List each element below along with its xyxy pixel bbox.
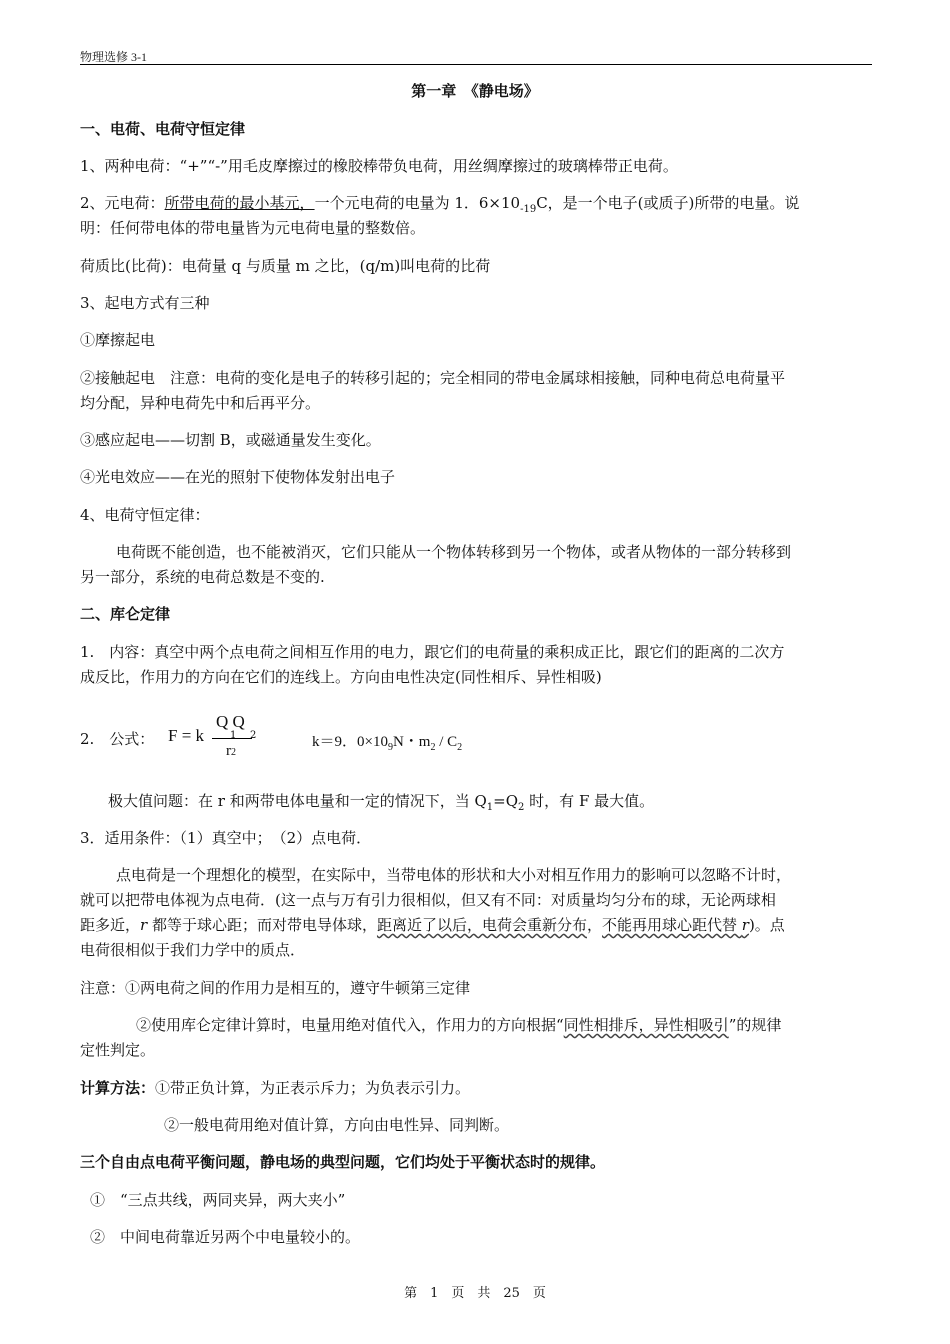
paragraph-cont: 明：任何带电体的带电量皆为元电荷电量的整数倍。 [80, 219, 426, 237]
paragraph: 4、电荷守恒定律： [80, 506, 210, 524]
note: 注意：①两电荷之间的作用力是相互的，遵守牛顿第三定律 [80, 979, 471, 997]
italic-r: r [741, 916, 749, 934]
formula-numerator [216, 712, 245, 732]
k-exponent: 2 [457, 742, 463, 753]
paragraph-cont: 就可以把带电体视为点电荷．(这一点与万有引力很相似，但又有不同：对质量均匀分布的球，无论两球相 [80, 891, 776, 909]
k-exponent: 2 [430, 742, 436, 753]
subscript: 2 [518, 802, 525, 813]
formula-label: 2. 公式： [80, 730, 155, 748]
k-unit: / C [435, 734, 458, 750]
paragraph: 电荷既不能创造，也不能被消灭，它们只能从一个物体转移到另一个物体，或者从物体的一部分转移到 [116, 543, 792, 561]
chapter-title: 第一章 《静电场》 [411, 82, 539, 100]
list-item: ② 中间电荷靠近另两个中电量较小的。 [90, 1228, 361, 1246]
paragraph-cont: 成反比，作用力的方向在它们的连线上。方向由电性决定(同性相斥、异性相吸) [80, 668, 602, 686]
subscript-1: 1 [230, 730, 237, 741]
paragraph: 1. 内容：真空中两个点电荷之间相互作用的电力，跟它们的电荷量的乘积成正比，跟它们的距离的二次方 [80, 643, 785, 661]
text: 一个元电荷的电量为 1．6×10 [314, 194, 521, 212]
text: ②使用库仑定律计算时，电量用绝对值代入，作用力的方向根据“ [136, 1016, 564, 1034]
paragraph: 3．适用条件：（1）真空中； （2）点电荷． [80, 829, 372, 847]
text: ①带正负计算，为正表示斥力；为负表示引力。 [155, 1079, 471, 1097]
list-item: ① “三点共线，两同夹异，两大夹小” [90, 1191, 346, 1209]
wavy-underlined-text: 距离近了以后，电荷会重新分布 [376, 916, 587, 934]
paragraph-cont [80, 914, 872, 936]
list-item: ②接触起电 注意：电荷的变化是电子的转移引起的；完全相同的带电金属球相接触，同种电荷总电荷量平 [80, 369, 786, 387]
denominator-exponent: 2 [231, 747, 236, 758]
underlined-text: 所带电荷的最小基元， [164, 194, 315, 212]
text: 时，有 F 最大值。 [524, 792, 655, 810]
text: 2、元电荷： [80, 194, 165, 212]
k-exponent: 9 [387, 742, 393, 753]
list-item: ③感应起电——切割 B，或磁通量发生变化。 [80, 431, 381, 449]
header-rule [80, 64, 872, 65]
k-unit: N・m [392, 734, 431, 750]
text: )。点 [748, 916, 785, 934]
paragraph-cont: 电荷很相似于我们力学中的质点． [80, 941, 306, 959]
constant-k [312, 730, 462, 753]
text: C，是一个电子(或质子)所带的电量。说 [536, 194, 800, 212]
text: 都等于球心距；而对带电导体球， [147, 916, 377, 934]
formula-lhs: F = k [168, 726, 205, 745]
numerator-text: Q Q [216, 712, 245, 731]
paragraph: 荷质比(比荷)：电荷量 q 与质量 m 之比，(q/m)叫电荷的比荷 [80, 257, 491, 275]
paragraph-cont: 另一部分，系统的电荷总数是不变的. [80, 568, 325, 586]
calc-method: ②一般电荷用绝对值计算，方向由电性异、同判断。 [164, 1116, 510, 1134]
list-item: ④光电效应——在光的照射下使物体发射出电子 [80, 468, 396, 486]
fraction-bar [212, 738, 252, 739]
text: ”的规律 [728, 1016, 782, 1034]
wavy-underlined-text [602, 916, 749, 934]
text: 距多近， [80, 916, 141, 934]
exponent: -19 [520, 204, 537, 215]
note [136, 1014, 872, 1036]
text: 不能再用球心距代替 [602, 916, 742, 934]
section-heading-2: 二、库仑定律 [80, 605, 171, 623]
calc-label: 计算方法： [80, 1079, 156, 1097]
text: ， [586, 916, 602, 934]
paragraph [108, 790, 900, 819]
italic-r: r [140, 916, 148, 934]
subscript-2: 2 [250, 730, 257, 741]
k-text: k＝9．0×10 [312, 734, 388, 750]
bold-heading: 三个自由点电荷平衡问题，静电场的典型问题，它们均处于平衡状态时的规律。 [80, 1153, 606, 1171]
paragraph: 3、起电方式有三种 [80, 294, 210, 312]
section-heading-1: 一、电荷、电荷守恒定律 [80, 120, 246, 138]
text: =Q [493, 792, 519, 810]
note-cont: 定性判定。 [80, 1041, 156, 1059]
text: 极大值问题：在 r 和两带电体电量和一定的情况下，当 Q [108, 792, 487, 810]
wavy-underlined-text: 同性相排斥，异性相吸引 [563, 1016, 729, 1034]
list-item-cont: 均分配，异种电荷先中和后再平分。 [80, 394, 321, 412]
formula-denominator [226, 743, 236, 760]
paragraph: 点电荷是一个理想化的模型，在实际中，当带电体的形状和大小对相互作用力的影响可以忽略不计时， [116, 866, 792, 884]
page-footer: 第 1 页 共 25 页 [404, 1286, 546, 1301]
denominator-text: r [226, 743, 231, 759]
list-item: ①摩擦起电 [80, 331, 156, 349]
calc-method [80, 1077, 872, 1099]
paragraph: 1、两种电荷：“+”“-”用毛皮摩擦过的橡胶棒带负电荷，用丝绸摩擦过的玻璃棒带正电荷。 [80, 157, 678, 175]
subscript: 1 [486, 802, 494, 813]
page-header: 物理选修 3-1 [80, 50, 147, 64]
